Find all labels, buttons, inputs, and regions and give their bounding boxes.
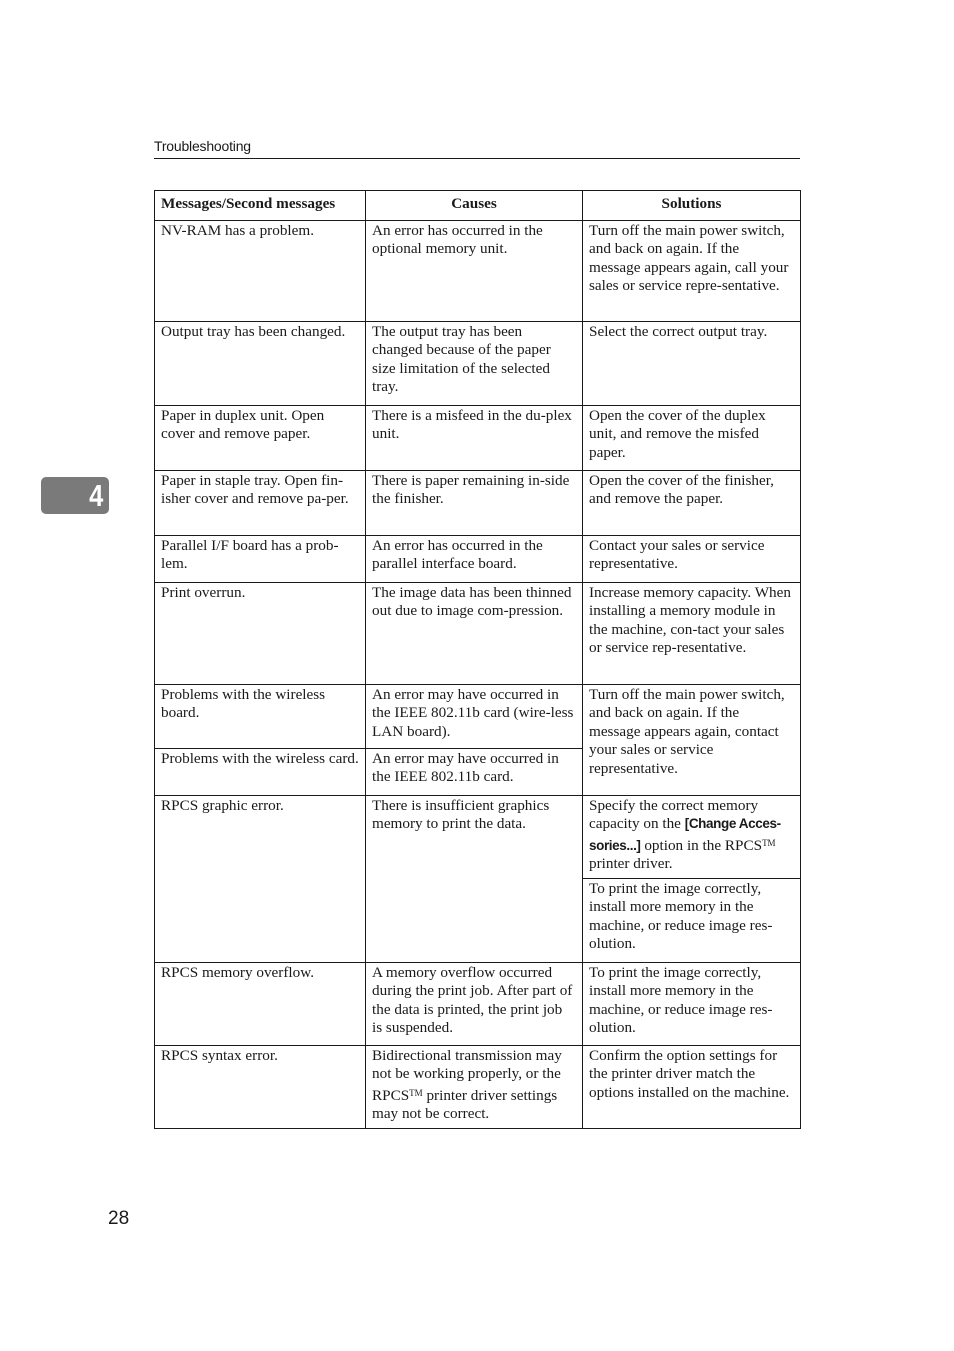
cause-cell: An error may have occurred in the IEEE 802.11b card (wire-less LAN board).: [366, 685, 583, 749]
cause-cell: The output tray has been changed because of the paper size limitation of the selected tray.: [366, 322, 583, 406]
solution-cell: To print the image correctly, install more memory in the machine, or reduce image res-olution.: [583, 879, 801, 963]
cause-cell: An error has occurred in the parallel interface board.: [366, 536, 583, 583]
cause-cell: An error has occurred in the optional memory unit.: [366, 221, 583, 322]
cause-cell: There is a misfeed in the du-plex unit.: [366, 406, 583, 471]
column-header-solutions: Solutions: [583, 191, 801, 221]
message-cell: RPCS graphic error.: [155, 796, 366, 963]
chapter-tab: [41, 477, 109, 514]
cause-cell: The image data has been thinned out due to image com-pression.: [366, 583, 583, 685]
message-cell: Parallel I/F board has a prob-lem.: [155, 536, 366, 583]
cause-cell: [366, 1046, 583, 1129]
table-row: [155, 963, 801, 1046]
solution-cell: Turn off the main power switch, and back on again. If the message appears again, call your sales or service repre-sentative.: [583, 221, 801, 322]
solution-cell: [583, 796, 801, 879]
column-header-causes: Causes: [366, 191, 583, 221]
solution-cell: Contact your sales or service representative.: [583, 536, 801, 583]
solution-cell: Increase memory capacity. When installing a memory module in the machine, con-tact your sales or service rep-resentative.: [583, 583, 801, 685]
message-cell: RPCS memory overflow.: [155, 963, 366, 1046]
table-row: [155, 1046, 801, 1129]
cause-cell: A memory overflow occurred during the print job. After part of the data is printed, the print job is suspended.: [366, 963, 583, 1046]
solution-cell: Confirm the option settings for the printer driver match the options installed on the machine.: [583, 1046, 801, 1129]
message-cell: Paper in duplex unit. Open cover and remove paper.: [155, 406, 366, 471]
solution-text: option in the RPCS: [640, 836, 763, 854]
solution-cell: Select the correct output tray.: [583, 322, 801, 406]
chapter-number: 4: [88, 478, 103, 513]
header-rule: [154, 158, 800, 159]
column-header-messages: Messages/Second messages: [155, 191, 366, 221]
table-row: [155, 796, 801, 879]
table-row: [155, 322, 801, 406]
cause-text: printer driver settings may not be correct.: [372, 1086, 558, 1123]
message-cell: Print overrun.: [155, 583, 366, 685]
table-row: [155, 406, 801, 471]
cause-cell: There is paper remaining in-side the finisher.: [366, 471, 583, 536]
cause-cell: An error may have occurred in the IEEE 802.11b card.: [366, 749, 583, 796]
solution-cell: Open the cover of the duplex unit, and remove the misfed paper.: [583, 406, 801, 471]
change-accessories-label: [Change Acces-sories...]: [589, 816, 781, 853]
solution-cell: Open the cover of the finisher, and remove the paper.: [583, 471, 801, 536]
page-number: 28: [108, 1208, 130, 1229]
running-header: Troubleshooting: [154, 138, 251, 154]
message-cell: Problems with the wireless board.: [155, 685, 366, 749]
table-row: [155, 471, 801, 536]
message-cell: Output tray has been changed.: [155, 322, 366, 406]
cause-text: Bidirectional transmission may not be working properly, or the RPCS: [372, 1047, 562, 1104]
trademark-mark: TM: [409, 1087, 423, 1098]
message-cell: Paper in staple tray. Open fin-isher cover and remove pa-per.: [155, 471, 366, 536]
message-cell: Problems with the wireless card.: [155, 749, 366, 796]
cause-cell: There is insufficient graphics memory to print the data.: [366, 796, 583, 963]
message-cell: RPCS syntax error.: [155, 1046, 366, 1129]
solution-text: printer driver.: [589, 855, 673, 873]
solution-cell: Turn off the main power switch, and back on again. If the message appears again, contact your sales or service representative.: [583, 685, 801, 796]
table-row: [155, 221, 801, 322]
table-row: [155, 685, 801, 749]
table-row: [155, 583, 801, 685]
table-row: [155, 536, 801, 583]
troubleshooting-table: [154, 190, 801, 1129]
table-header-row: [155, 191, 801, 221]
solution-text: Specify the correct memory capacity on the: [589, 797, 759, 833]
solution-cell: To print the image correctly, install more memory in the machine, or reduce image res-olution.: [583, 963, 801, 1046]
trademark-mark: TM: [762, 837, 776, 848]
message-cell: NV-RAM has a problem.: [155, 221, 366, 322]
